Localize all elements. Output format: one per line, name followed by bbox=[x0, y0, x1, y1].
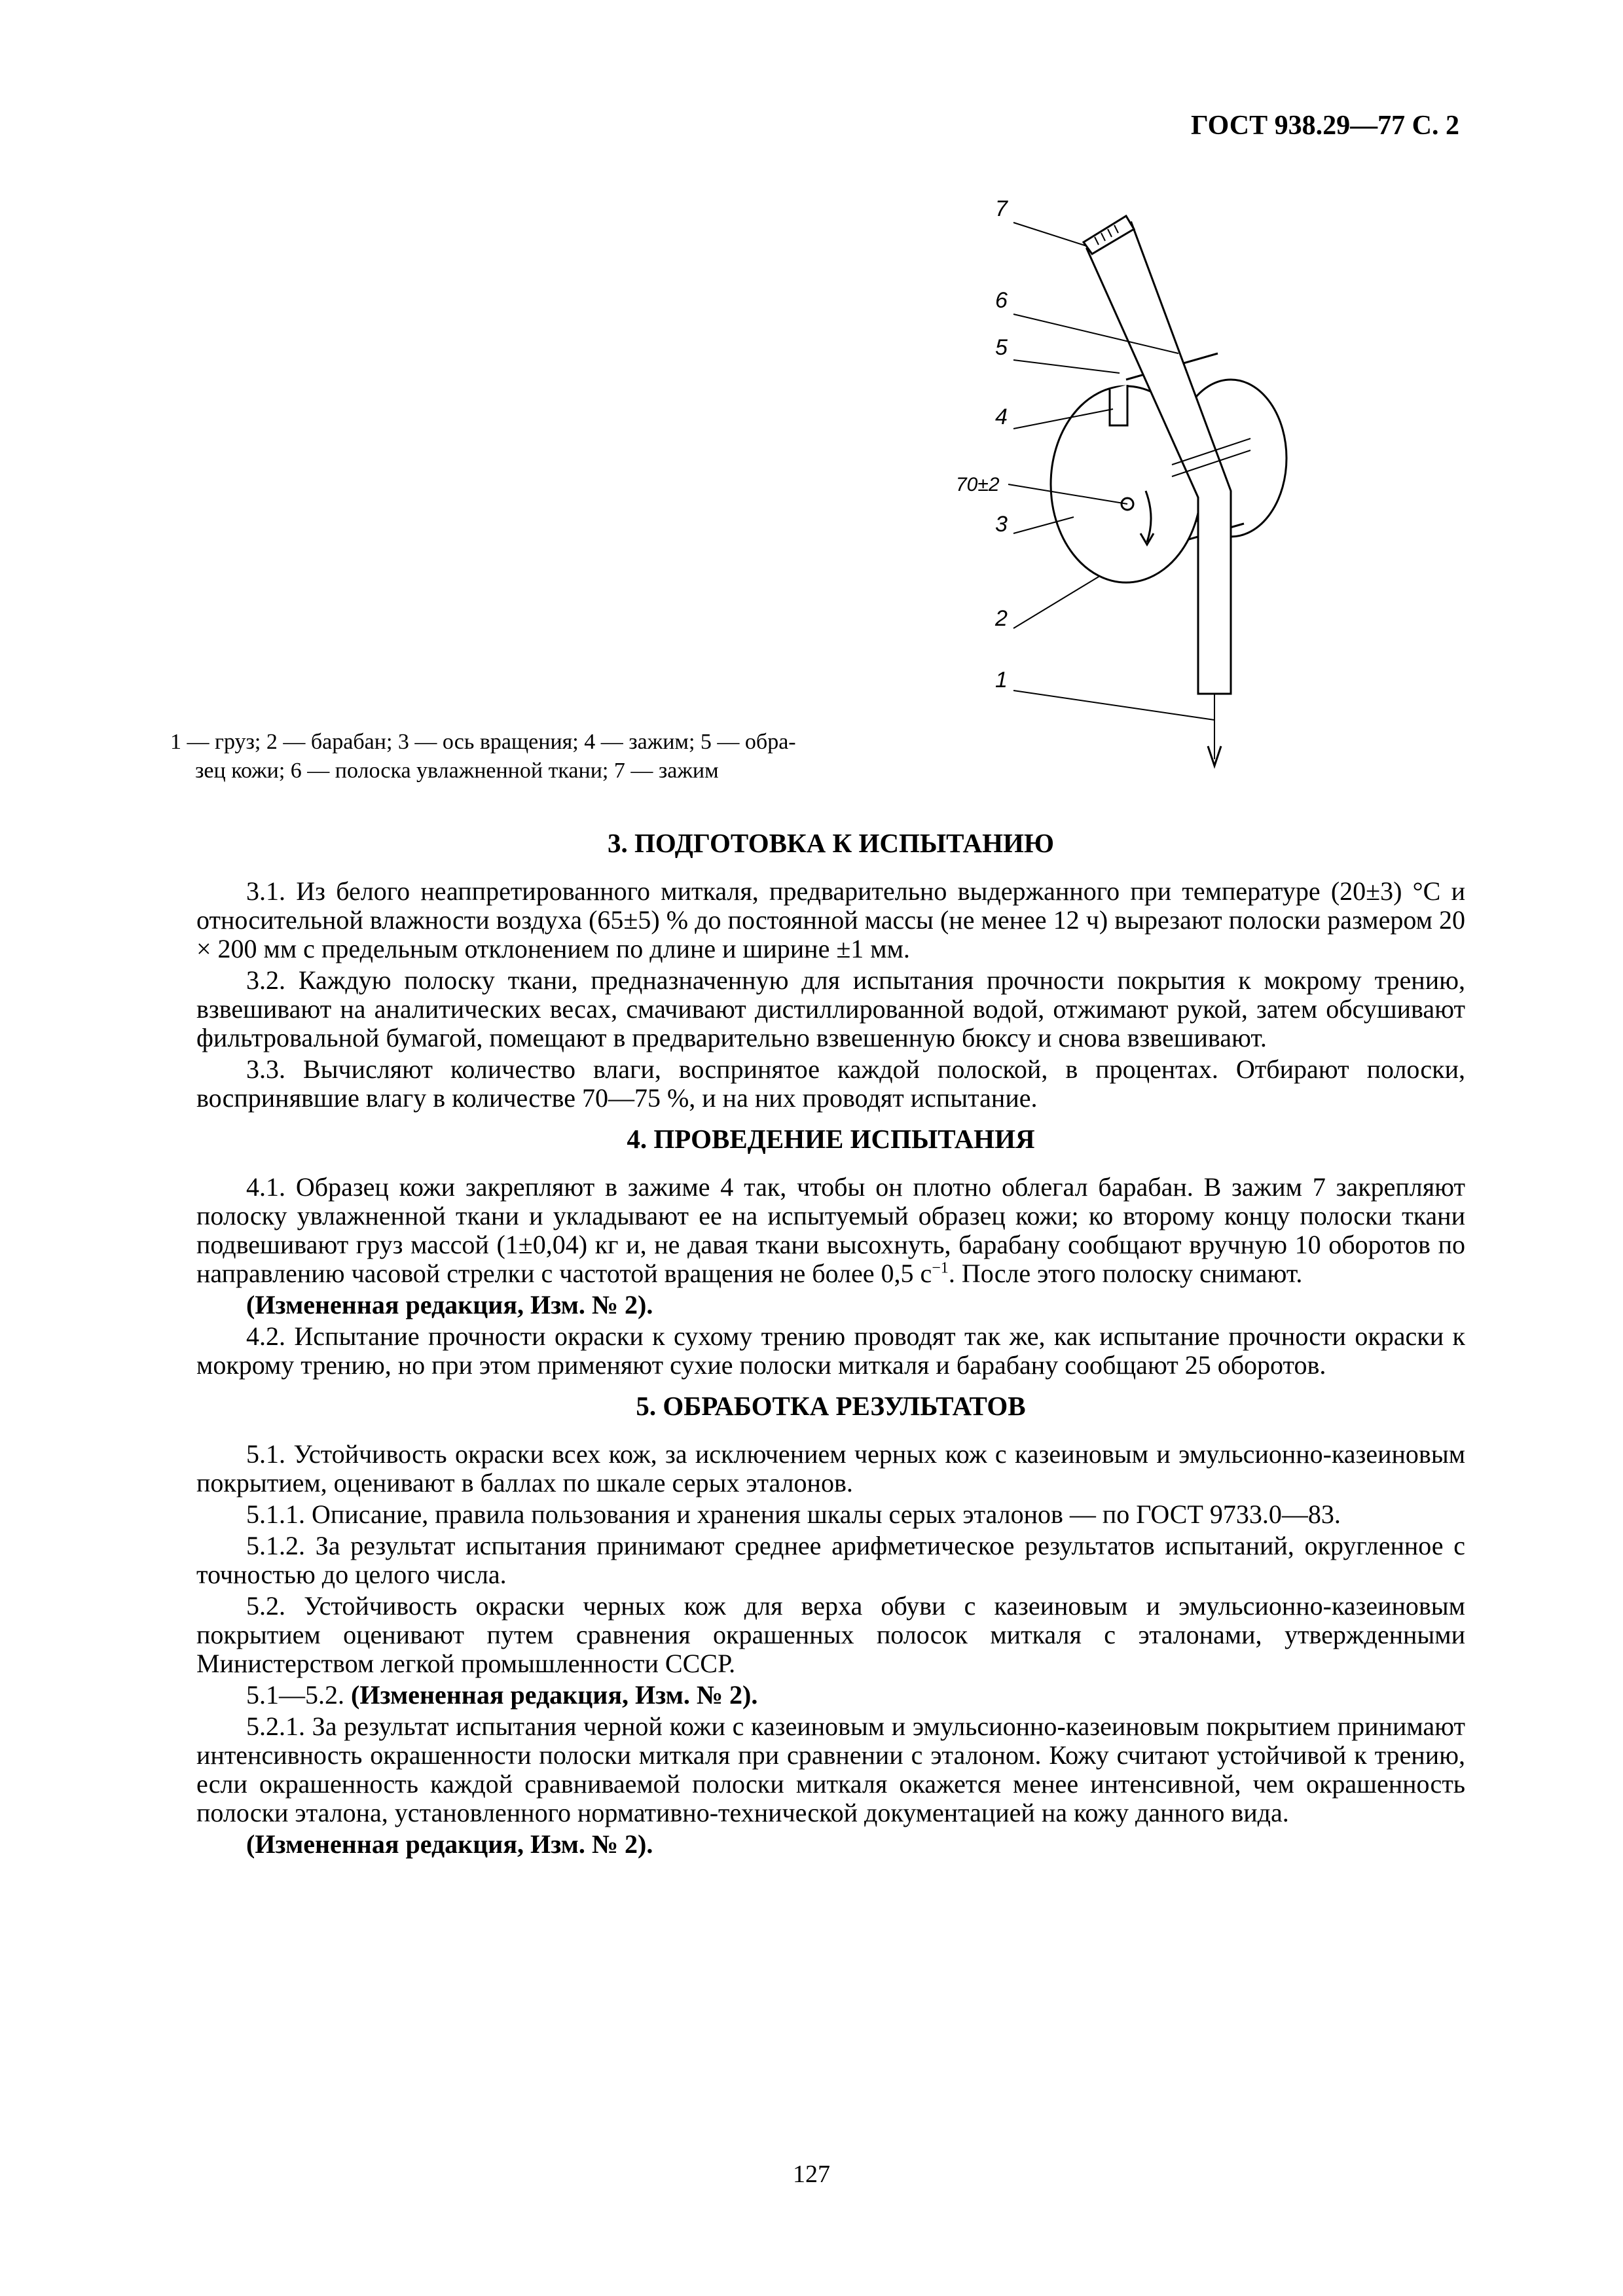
clamp-slot bbox=[1110, 385, 1127, 425]
section-4-title: 4. ПРОВЕДЕНИЕ ИСПЫТАНИЯ bbox=[627, 1124, 1035, 1154]
para-4-2: 4.2. Испытание прочности окраски к сухому трению проводят так же, как испытание прочности окраски к мокрому трению, но при этом применяют сухие полоски миткаля и барабану сообщают 25 оборотов. bbox=[196, 1321, 1465, 1380]
section-3-title: 3. ПОДГОТОВКА К ИСПЫТАНИЮ bbox=[607, 828, 1055, 858]
para-3-3: 3.3. Вычисляют количество влаги, воспринятое каждой полоской, в процентах. Отбирают полоски, воспринявшие влагу в количестве 70—75 %, и на них проводят испытание. bbox=[196, 1054, 1465, 1113]
para-5-1-1: 5.1.1. Описание, правила пользования и хранения шкалы серых эталонов — по ГОСТ 9733.0—83. bbox=[246, 1499, 1341, 1529]
label-2: 2 bbox=[995, 606, 1008, 631]
label-3: 3 bbox=[995, 512, 1008, 537]
label-7: 7 bbox=[995, 196, 1008, 221]
label-6: 6 bbox=[995, 288, 1008, 313]
amendment-note-3: (Измененная редакция, Изм. № 2). bbox=[246, 1829, 653, 1859]
apparatus-figure bbox=[956, 183, 1362, 785]
amendment-note-2: 5.1—5.2. (Измененная редакция, Изм. № 2). bbox=[246, 1680, 758, 1710]
label-1: 1 bbox=[995, 668, 1008, 692]
document-body bbox=[196, 817, 1465, 1861]
page-number: 127 bbox=[793, 2161, 830, 2188]
amendment-note-1: (Измененная редакция, Изм. № 2). bbox=[246, 1290, 653, 1319]
label-70-2: 70±2 bbox=[956, 474, 1000, 495]
para-3-1: 3.1. Из белого неаппретированного миткаля, предварительно выдержанного при температуре (20±3) °С и относительной влажности воздуха (65±5) % до постоянной массы (не менее 12 ч) вырезают полоски размером 20 × 200 мм с предельным отклонением по длине и ширине ±1 мм. bbox=[196, 876, 1465, 963]
figure-caption bbox=[170, 728, 858, 785]
para-5-1-2: 5.1.2. За результат испытания принимают среднее арифметическое результатов испытаний, округленное с точностью до целого числа. bbox=[196, 1531, 1465, 1589]
para-5-2-1: 5.2.1. За результат испытания черной кожи с казеиновым и эмульсионно-казеиновым покрытием принимают интенсивность окрашенности полоски миткаля при сравнении с эталоном. Кожу считают устойчивой к трению, если окрашенность каждой сравниваемой полоски миткаля окажется менее интенсивной, чем окрашенность полоски эталона, установленного нормативно-технической документацией на кожу данного вида. bbox=[196, 1712, 1465, 1827]
para-5-1: 5.1. Устойчивость окраски всех кож, за исключением черных кож с казеиновым и эмульсионно-казеиновым покрытием, оценивают в баллах по шкале серых эталонов. bbox=[196, 1439, 1465, 1498]
label-4: 4 bbox=[995, 404, 1008, 429]
section-5-title: 5. ОБРАБОТКА РЕЗУЛЬТАТОВ bbox=[636, 1391, 1026, 1421]
para-5-2: 5.2. Устойчивость окраски черных кож для верха обуви с казеиновым и эмульсионно-казеиновым покрытием оценивают путем сравнения окрашенных полосок миткаля с эталонами, утвержденными Министерством легкой промышленности СССР. bbox=[196, 1591, 1465, 1678]
label-5: 5 bbox=[995, 335, 1008, 360]
caption-line-2: зец кожи; 6 — полоска увлажненной ткани; 7 — зажим bbox=[195, 759, 719, 783]
para-3-2: 3.2. Каждую полоску ткани, предназначенную для испытания прочности покрытия к мокрому трению, взвешивают на аналитических весах, смачивают дистиллированной водой, отжимают рукой, затем обсушивают фильтровальной бумагой, помещают в предварительно взвешенную бюксу и снова взвешивают. bbox=[196, 965, 1465, 1052]
running-header: ГОСТ 938.29—77 С. 2 bbox=[1190, 111, 1459, 141]
caption-line-1: 1 — груз; 2 — барабан; 3 — ось вращения; 4 — зажим; 5 — обра- bbox=[170, 730, 796, 754]
para-4-1: 4.1. Образец кожи закрепляют в зажиме 4 так, чтобы он плотно облегал барабан. В зажим 7 закрепляют полоску увлажненной ткани и укладывают ее на испытуемый образец кожи; ко второму концу полоски ткани подвешивают груз массой (1±0,04) кг и, не давая ткани высохнуть, барабану сообщают вручную 10 оборотов по направлению часовой стрелки с частотой вращения не более 0,5 $с^{-1}$. После этого полоску снимают. bbox=[196, 1172, 1465, 1288]
